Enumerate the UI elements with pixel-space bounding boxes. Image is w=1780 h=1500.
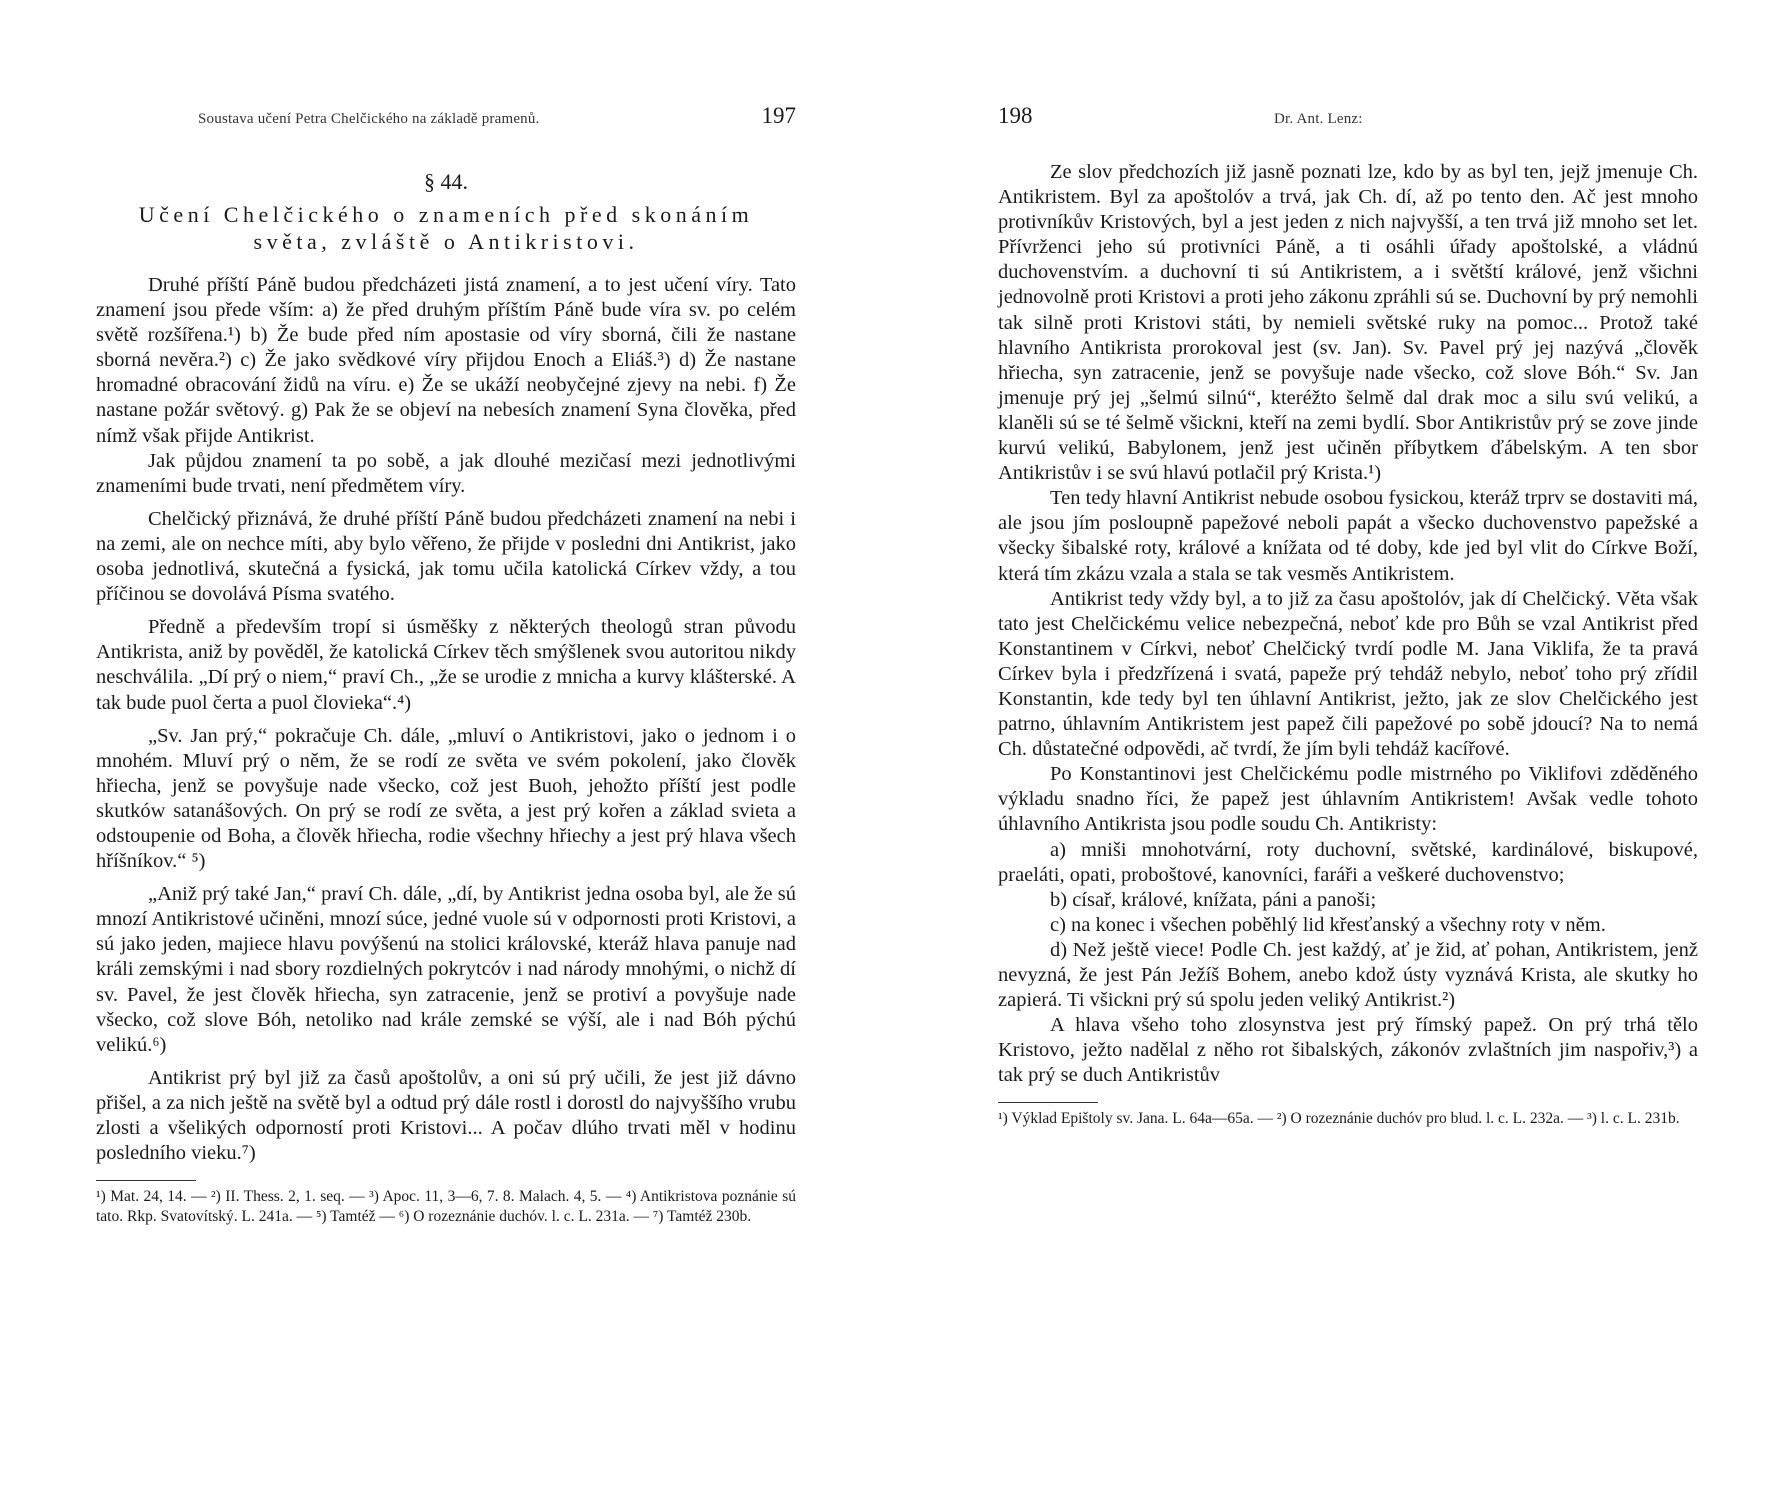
paragraph: Ten tedy hlavní Antikrist nebude osobou fysickou, kteráž trprv se dostaviti má, ale jsou jím posloupně papežové neboli papát a všecko duchovenstvo papežské a všecky šibalské roty, králové a knížata od té doby, kde jed byl vlit do Církve Boží, která tím zkázu vzala a stala se tak vesměs Antikristem. <box>998 487 1698 585</box>
paragraph: „Sv. Jan prý,“ pokračuje Ch. dále, „mluví o Antikristovi, jako o jednom i o mnohém. Mluví prý o něm, že se rodí ze světa ve svém pokolení, jako člověk hřiecha, jenž se povyšuje nade všecko, což jest Buoh, jehožto příští jest podle skutków satanášových. On prý se rodí ze světa, a jest prý kořen a základ svieta a odstoupenie od Boha, a člověk hřiecha, rodie všechny hřiechy a jest prý hlava všech hříšníkov.“ ⁵) <box>96 724 796 873</box>
page-number: 198 <box>998 103 1033 128</box>
footnote-text: ¹) Výklad Epištoly sv. Jana. L. 64a—65a. — ²) O rozeznánie duchóv pro blud. l. c. L. 232a. — ³) l. c. L. 231b. <box>998 1110 1680 1128</box>
list-item: d) Než ještě viece! Podle Ch. jest každý, ať je žid, ať pohan, Antikristem, jenž nevyzná, že jest Pán Ježíš Bohem, anebo kdož ústy vyznává Krista, ale skutky ho zapierá. Ti všickni prý sú spolu jeden veliký Antikrist.²) <box>998 938 1698 1012</box>
list-item: b) císař, králové, knížata, páni a panoši; <box>1050 888 1377 911</box>
section-number: § 44. <box>424 169 468 194</box>
running-head: Dr. Ant. Lenz: <box>1274 111 1363 127</box>
paragraph: Druhé příští Páně budou předcházeti jistá znamení, a to jest učení víry. Tato znamení jsou přede vším: a) že před druhým příštím Páně bude víra sv. po celém světě rozšířena.¹) b) Že bude před ním apostasie od víry sborná, čili že nastane sborná nevěra.²) c) Že jako svědkové víry přijdou Enoch a Eliáš.³) d) Že nastane hromadné obracování židů na víru. e) Že se ukáží neobyčejné zjevy na nebi. f) Že nastane požár světový. g) Pak že se objeví na nebesích znamení Syna člověka, před nímž však přijde Antikrist. <box>96 274 796 447</box>
paragraph: Po Konstantinovi jest Chelčickému podle mistrného po Viklifovi zděděného výkladu snadno říci, že papež jest úhlavním Antikristem! Avšak vedle tohoto úhlavního Antikrista jsou podle soudu Ch. Antikristy: <box>998 763 1698 836</box>
paragraph: Antikrist prý byl již za časů apoštolův, a oni sú prý učili, že jest již dávno přišel, a za nich ještě na světě byl a odtud prý dále rostl i dorostl do najvyššího vrubu zlosti a všelikých odporností proti Kristovi... A počav dlúho trvati měl v hodinu posledního vieku.⁷) <box>96 1066 796 1165</box>
footnote-rule <box>998 1102 1098 1103</box>
list-item: a) mniši mnohotvární, roty duchovní, světské, kardinálové, biskupové, praeláti, opati, proboštové, kanovníci, faráři a veškeré duchovenstvo; <box>998 838 1698 886</box>
paragraph: A hlava všeho toho zlosynstva jest prý římský papež. On prý trhá tělo Kristovo, ježto nadělal z něho rot šibalských, zákonóv zvlaštních jim naspořiv,³) a tak prý se duch Antikristův <box>998 1014 1698 1087</box>
running-head: Soustava učení Petra Chelčického na základě pramenů. <box>198 111 540 127</box>
footnote-text: ¹) Mat. 24, 14. — ²) II. Thess. 2, 1. seq. — ³) Apoc. 11, 3—6, 7. 8. Malach. 4, 5. — ⁴) Antikristova poznánie sú tato. Rkp. Svatovítský. L. 241a. — ⁵) Tamtéž — ⁶) O rozeznánie duchóv. l. c. L. 231a. — ⁷) Tamtéž 230b. <box>96 1188 796 1225</box>
left-footnotes <box>96 1187 796 1226</box>
section-title-line-1: Učení Chelčického o znameních před skonáním <box>138 202 754 227</box>
left-body-text <box>96 273 796 1166</box>
section-title-line-2: světa, zvláště o Antikristovi. <box>253 229 639 254</box>
footnote-rule <box>96 1180 196 1181</box>
left-page <box>96 0 796 1500</box>
paragraph: Antikrist tedy vždy byl, a to již za času apoštolóv, jak dí Chelčický. Věta však tato jest Chelčickému velice nebezpečná, neboť kde pro Bůh se vzal Antikrist před Konstantinem v Církvi, neboť Chelčický tvrdí podle M. Jana Viklifa, že ta pravá Církev byla i předzřízená i svatá, papeže prý tehdáž nebylo, neboť toho prý zřídil Konstantin, kde tedy byl ten úhlavní Antikrist, ježto, jak ze slov Chelčického jest patrno, úhlavním Antikristem jest papež čili papežové po sobě jdoucí? Na to nemá Ch. důstatečné odpovědi, ač tvrdí, že jím byli tehdáž kacířové. <box>998 587 1698 761</box>
paragraph: „Aniž prý také Jan,“ praví Ch. dále, „dí, by Antikrist jedna osoba byl, ale že sú mnozí Antikristové učiněni, mnozí súce, jedné vuole sú v odpornosti proti Kristovi, a sú jako jeden, majiece hlavu povýšenú na stolici královské, kteráž hlava panuje nad králi zemskými i nad sbory rozdielných pokrytcóv i nad národy mnohými, o nichž dí sv. Pavel, že jest člověk hřiecha, syn zatracenie, jenž se protiví a povyšuje nade všecko, což slove Bóh, netoliko nad krále zemské se výší, ale i nad Bóh pýchú velikú.⁶) <box>96 883 796 1056</box>
right-page-header <box>998 103 1698 163</box>
paragraph: Chelčický přiznává, že druhé příští Páně budou předcházeti znamení na nebi i na zemi, ale on nechce míti, aby bylo věřeno, že přijde v posledni dni Antikrist, jako osoba jednotlivá, skutečná a fysická, jak tomu učila katolická Církev vždy, a tou příčinou se dovolává Písma svatého. <box>96 507 796 606</box>
list-item: c) na konec i všechen poběhlý lid křesťanský a všechny roty v něm. <box>1050 913 1606 936</box>
right-body-text <box>998 160 1698 1088</box>
paragraph: Ze slov předchozích již jasně poznati lze, kdo by as byl ten, jejž jmenuje Ch. Antikristem. Byl za apoštolóv a trvá, jak Ch. dí, až po tento den. Ač jest mnoho protivníkův Kristových, byl a jest jeden z nich najvyšší, a ten trvá již mnoho set let. Přívrženci jeho sú protivníci Páně, a ti osáhli úřady apoštolské, a vládnú duchovenstvím. a duchovní ti sú Antikristem, a i světští králové, jenž všichni jednovolně proti Kristovi a proti jeho zákonu zpráhli sú se. Duchovní by prý nemohli tak silně proti Kristovi státi, by nemieli světské ruky na pomoc... Protož také hlavního Antikrista prorokoval jest (sv. Jan). Sv. Pavel prý jej nazývá „člověk hřiecha, syn zatracenie, jenž se povyšuje nade všecko, což slove Bóh.“ Sv. Jan jmenuje prý jej „šelmú silnú“, kteréžto šelmě dal drak moc a silu svú velikú, a klaněli sú se té šelmě všickni, kteří na zemi bydlí. Sbor Antikristův prý se zove jinde kurvú velikú, Babylonem, jenž jest učiněn příbytkem ďábelským. A ten sbor Antikristův i se svú hlavú potlačil prý Krista.¹) <box>998 161 1698 485</box>
right-page <box>998 0 1698 1500</box>
section-title <box>96 201 796 255</box>
left-page-header <box>96 103 796 163</box>
paragraph: Jak půjdou znamení ta po sobě, a jak dlouhé mezičasí mezi jednotlivými znameními bude trvati, není předmětem víry. <box>96 449 796 497</box>
paragraph: Předně a především tropí si úsměšky z některých theologů stran původu Antikrista, aniž by pověděl, že katolická Církev těch smýšlenek svou autoritou nikdy neschválila. „Dí prý o niem,“ praví Ch., „že se urodie z mnicha a kurvy klášterské. A tak bude puol čerta a puol človieka“.⁴) <box>96 616 796 714</box>
page-number: 197 <box>761 103 796 128</box>
right-footnotes <box>998 1109 1698 1129</box>
